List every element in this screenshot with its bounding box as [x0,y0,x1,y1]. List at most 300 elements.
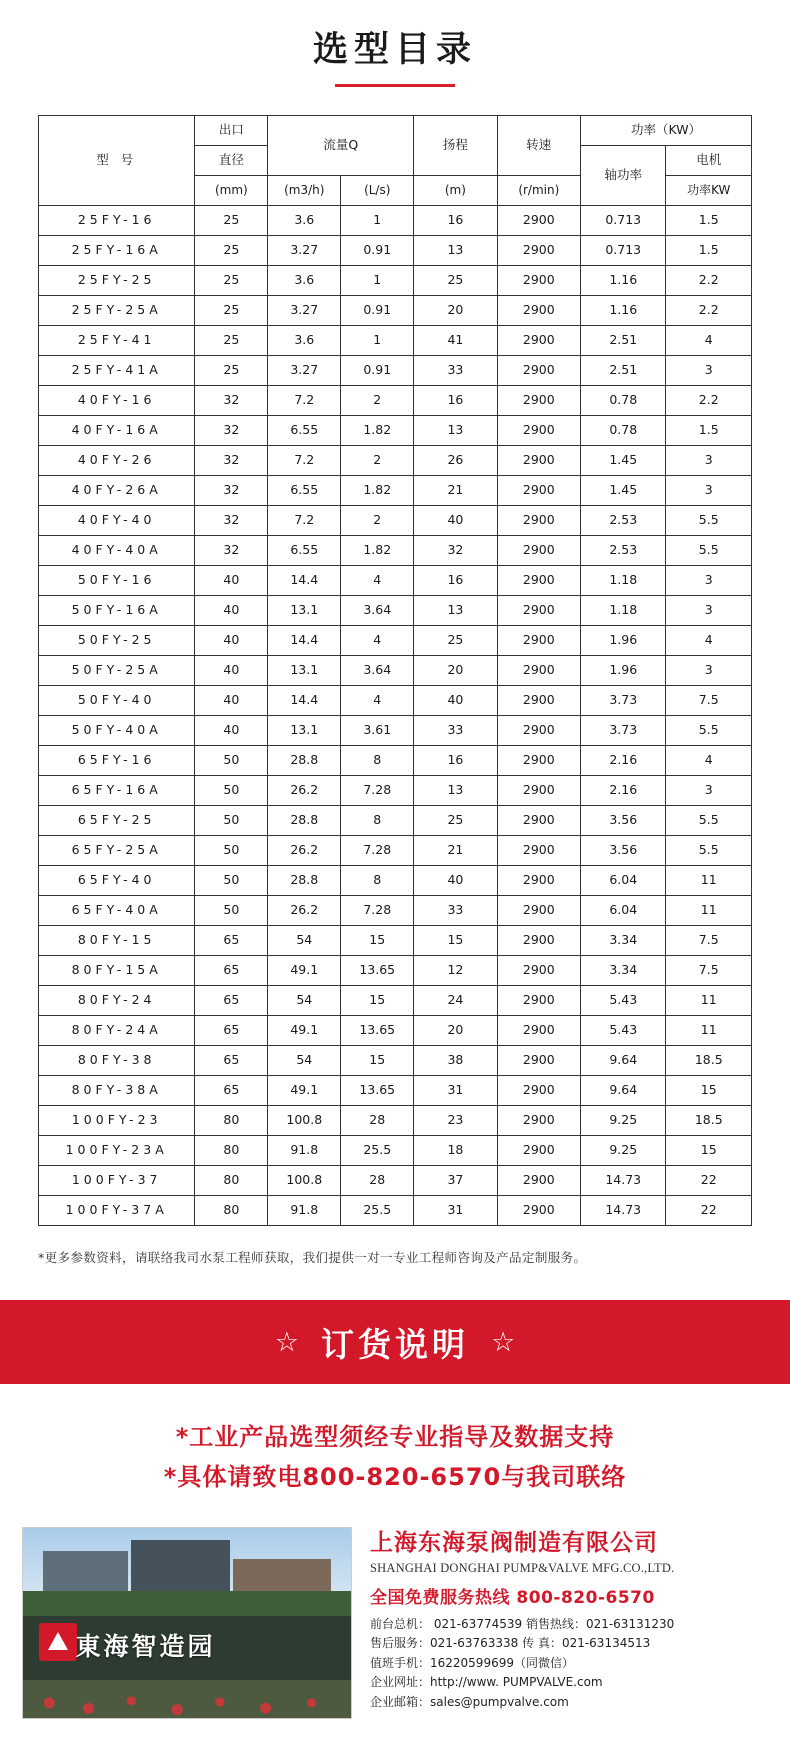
cell-head: 18 [414,1136,497,1166]
header-outlet-diameter: 直径 [195,146,268,176]
cell-head: 31 [414,1196,497,1226]
contact-line: 前台总机： 021-63774539 销售热线：021-63131230 [370,1616,675,1631]
cell-flow-m3h: 3.27 [268,296,341,326]
company-contact-list [370,1615,768,1712]
table-row [39,566,752,596]
cell-motor-power: 3 [666,596,752,626]
cell-head: 33 [414,356,497,386]
cell-model: 25FY-16A [39,236,195,266]
cell-head: 13 [414,416,497,446]
cell-motor-power: 3 [666,656,752,686]
contact-line: 企业网址：http://www. PUMPVALVE.com [370,1675,603,1690]
cell-outlet-diameter: 32 [195,386,268,416]
cell-shaft-power: 1.45 [581,446,666,476]
cell-outlet-diameter: 50 [195,836,268,866]
cell-shaft-power: 2.53 [581,506,666,536]
cell-shaft-power: 9.64 [581,1076,666,1106]
table-row [39,356,752,386]
cell-head: 20 [414,1016,497,1046]
cell-shaft-power: 1.96 [581,656,666,686]
cell-model: 25FY-16 [39,206,195,236]
cell-flow-ls: 3.61 [341,716,414,746]
cell-flow-m3h: 6.55 [268,416,341,446]
cell-shaft-power: 2.16 [581,776,666,806]
cell-head: 16 [414,746,497,776]
cell-outlet-diameter: 32 [195,536,268,566]
cell-head: 25 [414,626,497,656]
cell-head: 13 [414,776,497,806]
cell-shaft-power: 3.34 [581,926,666,956]
header-motor: 电机 [666,146,752,176]
cell-flow-m3h: 54 [268,1046,341,1076]
cell-head: 24 [414,986,497,1016]
cell-flow-ls: 28 [341,1166,414,1196]
cell-outlet-diameter: 40 [195,626,268,656]
cell-flow-ls: 2 [341,386,414,416]
cell-flow-m3h: 28.8 [268,806,341,836]
cell-outlet-diameter: 32 [195,416,268,446]
cell-shaft-power: 3.34 [581,956,666,986]
cell-shaft-power: 2.51 [581,326,666,356]
cell-flow-ls: 8 [341,746,414,776]
cell-outlet-diameter: 40 [195,656,268,686]
cell-flow-ls: 25.5 [341,1136,414,1166]
table-row [39,506,752,536]
cell-model: 50FY-40 [39,686,195,716]
cell-flow-ls: 3.64 [341,596,414,626]
cell-motor-power: 11 [666,866,752,896]
page-title: 选型目录 [312,30,477,70]
cell-flow-m3h: 49.1 [268,956,341,986]
cell-shaft-power: 9.25 [581,1106,666,1136]
cell-head: 38 [414,1046,497,1076]
table-row [39,806,752,836]
cell-flow-m3h: 14.4 [268,686,341,716]
cell-shaft-power: 1.18 [581,566,666,596]
cell-shaft-power: 3.56 [581,806,666,836]
cell-speed: 2900 [497,1136,580,1166]
cell-speed: 2900 [497,416,580,446]
cell-shaft-power: 9.64 [581,1046,666,1076]
cell-outlet-diameter: 65 [195,986,268,1016]
cell-model: 40FY-26A [39,476,195,506]
cell-flow-m3h: 26.2 [268,776,341,806]
cell-motor-power: 3 [666,446,752,476]
table-row [39,1046,752,1076]
table-row [39,326,752,356]
cell-model: 25FY-25A [39,296,195,326]
cell-shaft-power: 14.73 [581,1196,666,1226]
cell-speed: 2900 [497,896,580,926]
cell-speed: 2900 [497,1166,580,1196]
cell-speed: 2900 [497,686,580,716]
cell-flow-m3h: 28.8 [268,866,341,896]
cell-outlet-diameter: 50 [195,746,268,776]
header-row-1 [39,116,752,146]
cell-flow-ls: 4 [341,686,414,716]
cell-flow-ls: 1.82 [341,476,414,506]
table-row [39,446,752,476]
cell-motor-power: 22 [666,1166,752,1196]
cell-flow-m3h: 13.1 [268,716,341,746]
cell-speed: 2900 [497,1106,580,1136]
cell-speed: 2900 [497,716,580,746]
cell-flow-m3h: 7.2 [268,506,341,536]
cell-speed: 2900 [497,956,580,986]
cell-flow-ls: 0.91 [341,236,414,266]
cell-flow-m3h: 7.2 [268,446,341,476]
cell-shaft-power: 14.73 [581,1166,666,1196]
cell-head: 25 [414,806,497,836]
cell-flow-m3h: 28.8 [268,746,341,776]
cell-flow-ls: 25.5 [341,1196,414,1226]
slogan-line-1: *工业产品选型须经专业指导及数据支持 [175,1423,615,1451]
cell-model: 100FY-37 [39,1166,195,1196]
cell-speed: 2900 [497,1076,580,1106]
table-row [39,1196,752,1226]
banner-title: 订货说明 [321,1324,469,1364]
cell-model: 65FY-16A [39,776,195,806]
cell-shaft-power: 5.43 [581,1016,666,1046]
cell-model: 25FY-25 [39,266,195,296]
header-shaft-power: 轴功率 [581,146,666,206]
cell-flow-ls: 1 [341,206,414,236]
cell-outlet-diameter: 65 [195,1046,268,1076]
cell-speed: 2900 [497,326,580,356]
cell-flow-ls: 2 [341,446,414,476]
cell-shaft-power: 2.51 [581,356,666,386]
cell-shaft-power: 1.45 [581,476,666,506]
cell-shaft-power: 0.78 [581,386,666,416]
cell-motor-power: 7.5 [666,956,752,986]
cell-shaft-power: 9.25 [581,1136,666,1166]
cell-motor-power: 5.5 [666,506,752,536]
cell-flow-m3h: 26.2 [268,896,341,926]
cell-head: 31 [414,1076,497,1106]
cell-head: 32 [414,536,497,566]
cell-motor-power: 22 [666,1196,752,1226]
cell-model: 40FY-26 [39,446,195,476]
table-row [39,1106,752,1136]
table-row [39,836,752,866]
table-row [39,536,752,566]
cell-motor-power: 3 [666,776,752,806]
cell-motor-power: 4 [666,626,752,656]
cell-model: 50FY-16 [39,566,195,596]
cell-flow-m3h: 49.1 [268,1076,341,1106]
spec-table [38,115,752,1226]
cell-motor-power: 18.5 [666,1106,752,1136]
cell-outlet-diameter: 25 [195,296,268,326]
cell-flow-ls: 7.28 [341,776,414,806]
contact-line: 售后服务：021-63763338 传 真：021-63134513 [370,1636,651,1651]
cell-model: 40FY-16A [39,416,195,446]
spec-table-head [39,116,752,206]
cell-shaft-power: 1.18 [581,596,666,626]
cell-flow-m3h: 54 [268,986,341,1016]
cell-model: 65FY-40A [39,896,195,926]
cell-speed: 2900 [497,626,580,656]
cell-model: 40FY-40A [39,536,195,566]
table-row [39,1016,752,1046]
table-row [39,206,752,236]
cell-head: 23 [414,1106,497,1136]
cell-motor-power: 5.5 [666,716,752,746]
cell-outlet-diameter: 65 [195,1016,268,1046]
cell-motor-power: 11 [666,1016,752,1046]
header-flow-unit-ls: (L/s) [341,176,414,206]
cell-outlet-diameter: 32 [195,446,268,476]
cell-speed: 2900 [497,536,580,566]
cell-speed: 2900 [497,476,580,506]
cell-flow-ls: 15 [341,926,414,956]
cell-motor-power: 2.2 [666,296,752,326]
cell-flow-ls: 15 [341,1046,414,1076]
cell-outlet-diameter: 40 [195,686,268,716]
slogan-block [0,1384,790,1527]
cell-motor-power: 7.5 [666,686,752,716]
table-row [39,1136,752,1166]
order-instruction-banner [0,1300,790,1384]
cell-flow-ls: 7.28 [341,896,414,926]
cell-speed: 2900 [497,446,580,476]
cell-model: 50FY-25 [39,626,195,656]
company-hotline: 全国免费服务热线 800-820-6570 [370,1587,655,1608]
cell-head: 16 [414,206,497,236]
cell-head: 21 [414,836,497,866]
cell-speed: 2900 [497,866,580,896]
cell-speed: 2900 [497,986,580,1016]
cell-flow-ls: 15 [341,986,414,1016]
cell-flow-m3h: 26.2 [268,836,341,866]
cell-motor-power: 1.5 [666,236,752,266]
table-row [39,266,752,296]
cell-head: 16 [414,566,497,596]
cell-flow-m3h: 100.8 [268,1106,341,1136]
cell-outlet-diameter: 80 [195,1196,268,1226]
cell-outlet-diameter: 80 [195,1166,268,1196]
cell-flow-ls: 1 [341,266,414,296]
cell-outlet-diameter: 25 [195,326,268,356]
cell-flow-m3h: 6.55 [268,536,341,566]
cell-speed: 2900 [497,386,580,416]
cell-model: 40FY-16 [39,386,195,416]
title-underline [335,84,455,87]
cell-head: 33 [414,896,497,926]
cell-model: 80FY-24 [39,986,195,1016]
cell-outlet-diameter: 32 [195,506,268,536]
star-icon-left: ☆ [274,1326,299,1357]
cell-model: 80FY-15A [39,956,195,986]
cell-motor-power: 1.5 [666,206,752,236]
header-head-unit: (m) [414,176,497,206]
header-outlet: 出口 [195,116,268,146]
cell-model: 65FY-25 [39,806,195,836]
footer [0,1527,790,1745]
cell-shaft-power: 6.04 [581,896,666,926]
cell-speed: 2900 [497,926,580,956]
cell-outlet-diameter: 25 [195,236,268,266]
cell-head: 40 [414,686,497,716]
cell-model: 25FY-41 [39,326,195,356]
cell-flow-m3h: 13.1 [268,656,341,686]
cell-model: 100FY-23A [39,1136,195,1166]
cell-outlet-diameter: 65 [195,1076,268,1106]
cell-speed: 2900 [497,506,580,536]
header-speed: 转速 [497,116,580,176]
footnote: *更多参数资料，请联络我司水泵工程师获取，我们提供一对一专业工程师咨询及产品定制服务。 [38,1250,587,1265]
photo-flowers [23,1680,351,1718]
cell-flow-m3h: 91.8 [268,1136,341,1166]
cell-shaft-power: 6.04 [581,866,666,896]
cell-shaft-power: 0.713 [581,206,666,236]
table-row [39,656,752,686]
cell-shaft-power: 3.73 [581,686,666,716]
cell-flow-ls: 13.65 [341,1076,414,1106]
slogan-line-2: *具体请致电800-820-6570与我司联络 [163,1462,627,1491]
cell-head: 13 [414,236,497,266]
cell-motor-power: 5.5 [666,536,752,566]
table-row [39,416,752,446]
table-row [39,686,752,716]
cell-flow-ls: 1 [341,326,414,356]
cell-outlet-diameter: 32 [195,476,268,506]
cell-flow-m3h: 6.55 [268,476,341,506]
cell-flow-ls: 4 [341,566,414,596]
table-row [39,236,752,266]
cell-flow-ls: 1.82 [341,536,414,566]
header-power: 功率（KW） [581,116,752,146]
cell-speed: 2900 [497,1196,580,1226]
cell-flow-m3h: 3.27 [268,236,341,266]
photo-wall-text: 東海智造园 [75,1631,216,1661]
cell-speed: 2900 [497,776,580,806]
star-icon-right: ☆ [491,1326,516,1357]
header-flow-unit-m3h: (m3/h) [268,176,341,206]
cell-shaft-power: 1.16 [581,266,666,296]
table-row [39,296,752,326]
cell-head: 33 [414,716,497,746]
cell-shaft-power: 3.73 [581,716,666,746]
cell-flow-m3h: 54 [268,926,341,956]
table-row [39,986,752,1016]
cell-flow-ls: 13.65 [341,956,414,986]
cell-head: 12 [414,956,497,986]
cell-flow-m3h: 49.1 [268,1016,341,1046]
cell-speed: 2900 [497,596,580,626]
table-row [39,476,752,506]
cell-speed: 2900 [497,806,580,836]
table-row [39,626,752,656]
cell-model: 50FY-25A [39,656,195,686]
cell-flow-ls: 0.91 [341,356,414,386]
cell-motor-power: 5.5 [666,806,752,836]
cell-model: 65FY-25A [39,836,195,866]
cell-outlet-diameter: 50 [195,866,268,896]
cell-outlet-diameter: 65 [195,956,268,986]
cell-outlet-diameter: 25 [195,206,268,236]
cell-flow-m3h: 3.6 [268,326,341,356]
cell-model: 65FY-40 [39,866,195,896]
cell-motor-power: 3 [666,356,752,386]
cell-head: 40 [414,506,497,536]
cell-flow-m3h: 14.4 [268,566,341,596]
cell-flow-m3h: 3.6 [268,266,341,296]
cell-flow-ls: 13.65 [341,1016,414,1046]
cell-flow-m3h: 3.27 [268,356,341,386]
table-row [39,926,752,956]
cell-outlet-diameter: 40 [195,566,268,596]
cell-shaft-power: 5.43 [581,986,666,1016]
cell-motor-power: 15 [666,1076,752,1106]
cell-shaft-power: 0.713 [581,236,666,266]
contact-line: 企业邮箱：sales@pumpvalve.com [370,1694,569,1709]
cell-flow-ls: 2 [341,506,414,536]
cell-motor-power: 2.2 [666,386,752,416]
cell-outlet-diameter: 25 [195,356,268,386]
cell-motor-power: 15 [666,1136,752,1166]
table-row [39,596,752,626]
cell-speed: 2900 [497,836,580,866]
cell-shaft-power: 0.78 [581,416,666,446]
company-name-cn: 上海东海泵阀制造有限公司 [370,1530,658,1557]
table-row [39,896,752,926]
header-head: 扬程 [414,116,497,176]
cell-flow-m3h: 14.4 [268,626,341,656]
cell-outlet-diameter: 50 [195,806,268,836]
cell-motor-power: 4 [666,326,752,356]
cell-motor-power: 11 [666,986,752,1016]
cell-model: 80FY-15 [39,926,195,956]
cell-motor-power: 1.5 [666,416,752,446]
banner-content [275,1319,515,1366]
header-flow: 流量Q [268,116,414,176]
cell-motor-power: 4 [666,746,752,776]
cell-flow-ls: 3.64 [341,656,414,686]
cell-speed: 2900 [497,566,580,596]
table-row [39,746,752,776]
cell-flow-m3h: 13.1 [268,596,341,626]
cell-model: 100FY-23 [39,1106,195,1136]
cell-speed: 2900 [497,1046,580,1076]
header-motor-power-unit: 功率KW [666,176,752,206]
cell-speed: 2900 [497,296,580,326]
cell-shaft-power: 2.16 [581,746,666,776]
cell-shaft-power: 1.96 [581,626,666,656]
cell-outlet-diameter: 25 [195,266,268,296]
table-row [39,866,752,896]
cell-outlet-diameter: 40 [195,596,268,626]
cell-outlet-diameter: 50 [195,896,268,926]
factory-photo [22,1527,352,1719]
cell-model: 100FY-37A [39,1196,195,1226]
cell-head: 21 [414,476,497,506]
cell-flow-ls: 28 [341,1106,414,1136]
cell-flow-ls: 1.82 [341,416,414,446]
cell-model: 80FY-38 [39,1046,195,1076]
header-outlet-unit: (mm) [195,176,268,206]
cell-flow-m3h: 91.8 [268,1196,341,1226]
table-row [39,1166,752,1196]
cell-motor-power: 11 [666,896,752,926]
cell-head: 40 [414,866,497,896]
cell-flow-ls: 4 [341,626,414,656]
contact-line: 值班手机：16220599699（同微信） [370,1655,574,1670]
table-row [39,716,752,746]
cell-head: 15 [414,926,497,956]
cell-motor-power: 3 [666,566,752,596]
cell-speed: 2900 [497,206,580,236]
